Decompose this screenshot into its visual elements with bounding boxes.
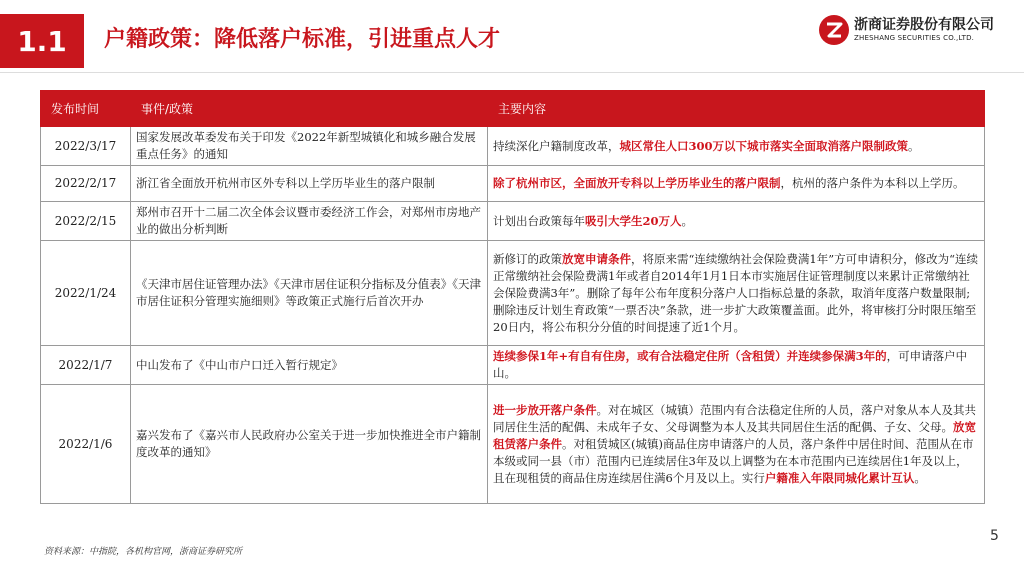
table-row [41,241,985,346]
row-content [488,127,985,166]
row-date: 2022/2/17 [41,166,131,202]
content-text: ，杭州的落户条件为本科以上学历。 [780,176,965,190]
highlight-text: 进一步放开落户条件 [493,402,597,417]
row-event: 浙江省全面放开杭州市区外专科以上学历毕业生的落户限制 [131,166,488,202]
row-date: 2022/2/15 [41,202,131,241]
header-divider [0,72,1024,73]
content-text: 。对租赁城区(城镇)商品住房申请落户的人员，落户条件中居住时间、范围从在市本级或同一县（市）范围内已连续居住3年及以上调整为在本市范围内已连续居住1年及以上，且在现租赁的商品住房连续居住满6个月及以上。实行 [493,436,974,485]
row-event: 嘉兴发布了《嘉兴市人民政府办公室关于进一步加快推进全市户籍制度改革的通知》 [131,385,488,504]
row-content [488,166,985,202]
highlight-text: 吸引大学生20万人 [585,213,682,228]
logo-english-name: ZHESHANG SECURITIES CO.,LTD. [854,34,975,42]
content-text: ，可申请落户中山。 [493,349,968,380]
row-content [488,241,985,346]
row-event: 中山发布了《中山市户口迁入暂行规定》 [131,346,488,385]
page-number: 5 [990,528,999,544]
table-row [41,202,985,241]
content-text: 。对在城区（城镇）范围内有合法稳定住所的人员，落户对象从本人及其共同居住生活的配偶、未成年子女、父母调整为本人及其共同居住生活的配偶、子女、父母。 [493,402,976,434]
page-title: 户籍政策：降低落户标准，引进重点人才 [104,27,501,52]
highlight-text: 户籍准入年限同城化累计互认 [764,470,915,485]
row-event: 《天津市居住证管理办法》《天津市居住证积分指标及分值表》《天津市居住证积分管理实施细则》等政策正式施行后首次开办 [131,241,488,346]
row-content [488,202,985,241]
policy-table [40,90,985,504]
header-content: 主要内容 [488,91,985,127]
content-text: 。 [681,213,694,228]
content-text: 计划出台政策每年 [493,213,585,228]
company-logo [818,12,1008,52]
header-date: 发布时间 [41,91,131,127]
row-event: 国家发展改革委发布关于印发《2022年新型城镇化和城乡融合发展重点任务》的通知 [131,127,488,166]
highlight-text: 连续参保1年+有自有住房，或有合法稳定住所（含租赁）并连续参保满3年的 [493,349,887,363]
highlight-text: 城区常住人口300万以下城市落实全面取消落户限制政策 [619,138,909,153]
content-text: 持续深化户籍制度改革， [493,138,620,153]
content-text: ，将原来需“连续缴纳社会保险费满1年”方可申请积分，修改为“连续正常缴纳社会保险费满1年或者自2014年1月1日本市实施居住证管理制度以来累计正常缴纳社会保险费满3年”。删除了每年公布年度积分落户人口指标总量的条款，取消年度落户数量限制;删除违反计划生育政策“一票否决”条款，进一步扩大政策覆盖面。此外，将审核打分时限压缩至20日内，将公布积分分值的时间提速了近1个月。 [493,251,978,334]
table-row [41,127,985,166]
logo-chinese-name: 浙商证券股份有限公司 [854,17,994,33]
logo-mark-icon [818,14,850,46]
table-row [41,346,985,385]
row-date: 2022/1/24 [41,241,131,346]
content-text: 。 [914,470,926,485]
highlight-text: 放宽申请条件 [562,251,631,266]
row-content [488,385,985,504]
row-date: 2022/1/6 [41,385,131,504]
table-header-row [41,91,985,127]
highlight-text: 除了杭州市区，全面放开专科以上学历毕业生的落户限制 [493,176,781,190]
table-row [41,166,985,202]
row-event: 郑州市召开十二届二次全体会议暨市委经济工作会，对郑州市房地产业的做出分析判断 [131,202,488,241]
row-date: 2022/1/7 [41,346,131,385]
content-text: 。 [908,138,920,153]
row-date: 2022/3/17 [41,127,131,166]
source-note: 资料来源：中指院，各机构官网，浙商证券研究所 [44,547,243,557]
section-number: 1.1 [0,14,84,68]
table-row [41,385,985,504]
header-event: 事件/政策 [131,91,488,127]
content-text: 新修订的政策 [493,251,562,266]
highlight-text: 放宽租赁落户条件 [493,419,976,451]
row-content [488,346,985,385]
